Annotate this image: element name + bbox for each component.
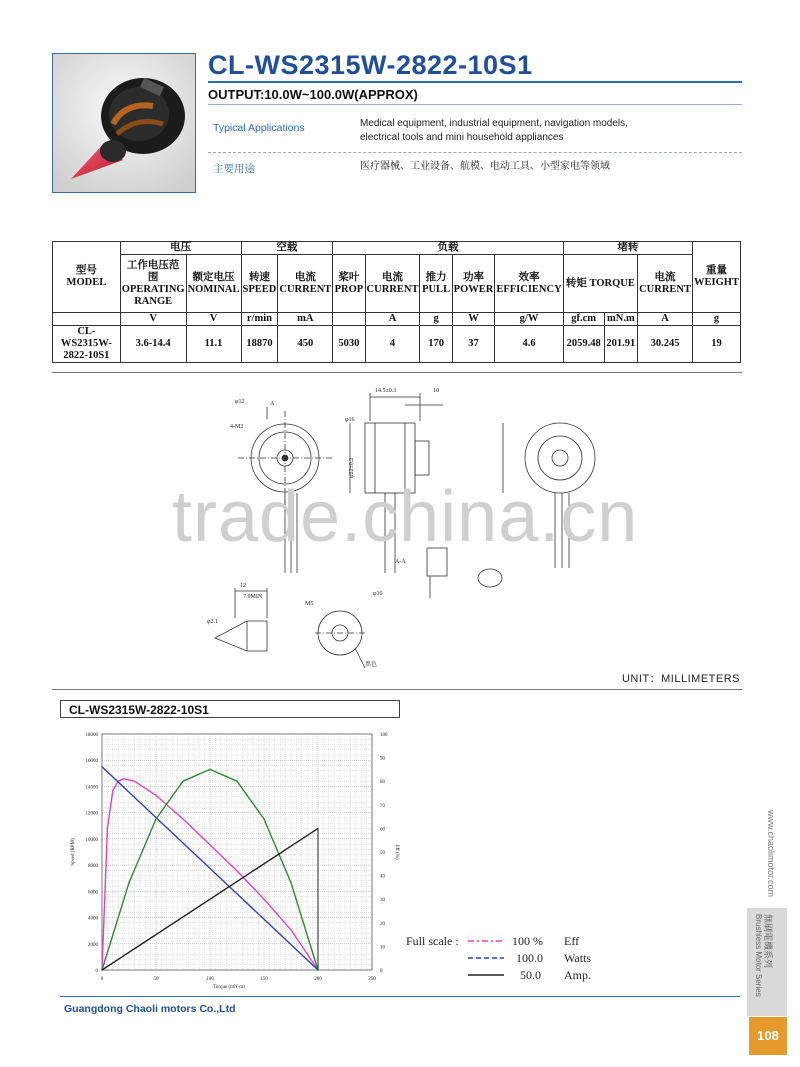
table-cell: 4 xyxy=(365,326,420,363)
section-divider-2 xyxy=(52,689,742,690)
y2-tick-label: 70 xyxy=(380,803,385,809)
series-line-watts-point xyxy=(236,781,237,782)
col-speed: 转速 SPEED xyxy=(241,255,278,313)
unit-blank xyxy=(53,313,121,326)
table-cell: 18870 xyxy=(241,326,278,363)
legend-watts-value: 100.0 xyxy=(516,951,543,965)
col-efficiency: 效率 EFFICIENCY xyxy=(495,255,563,313)
model-cn: 型号 xyxy=(75,265,97,276)
unit-cell: mA xyxy=(278,313,333,326)
x-tick-label: 150 xyxy=(260,977,268,982)
dim-10: 10 xyxy=(433,388,439,394)
series-line-eff-point xyxy=(107,828,108,829)
legend-eff-value: 100 % xyxy=(512,934,543,948)
model-en: MODEL xyxy=(66,277,107,288)
group-load: 负载 xyxy=(333,242,563,255)
watermark: trade.china.cn xyxy=(172,477,639,557)
unit-cell xyxy=(333,313,365,326)
unit-cell: g xyxy=(693,313,741,326)
series-line-watts-point xyxy=(182,781,183,782)
table-cell: CL-WS2315W-2822-10S1 xyxy=(53,326,121,363)
col-pull: 推力 PULL xyxy=(420,255,452,313)
legend-scale-label: Full scale : xyxy=(406,934,459,948)
legend-row-watts xyxy=(466,951,506,967)
unit-label: UNIT：MILLIMETERS xyxy=(621,673,740,685)
unit-cell: W xyxy=(452,313,495,326)
col-current-stall: 电流 CURRENT xyxy=(638,255,693,313)
col-nominal: 额定电压 NOMINAL xyxy=(186,255,241,313)
y-tick-label: 16000 xyxy=(85,759,98,765)
dotted-divider xyxy=(208,152,742,153)
series-line-eff-point xyxy=(290,929,291,930)
series-cn: 無刷電機系列 xyxy=(763,914,773,969)
y2-tick-label: 30 xyxy=(380,898,385,904)
series-line-eff-point xyxy=(182,818,183,819)
x-tick-label: 100 xyxy=(206,977,214,982)
model-header xyxy=(53,242,121,313)
series-line-eff-point xyxy=(263,899,264,900)
x-tick-label: 0 xyxy=(100,977,104,982)
series-line-eff-point xyxy=(123,778,124,779)
y-tick-label: 18000 xyxy=(85,733,98,738)
performance-chart xyxy=(60,724,405,989)
y2-tick-label: 60 xyxy=(380,827,385,833)
table-cell: 5030 xyxy=(333,326,365,363)
y-tick-label: 6000 xyxy=(88,890,98,896)
unit-cell: r/min xyxy=(241,313,278,326)
legend-row-amp xyxy=(466,968,506,984)
applications-text: Medical equipment, industrial equipment, navigation models, electrical tools and mini household appliances xyxy=(360,118,628,143)
chart-title: CL-WS2315W-2822-10S1 xyxy=(60,700,400,718)
motor-photo xyxy=(52,53,196,193)
cn-applications-text: 医疗器械、工业设备、航模、电动工具、小型家电等领域 xyxy=(360,161,610,172)
series-line-speed-point xyxy=(101,766,102,767)
series-line-amp-point xyxy=(101,969,102,970)
series-en: Brushless Motor Series xyxy=(754,914,763,997)
y2-tick-label: 100 xyxy=(380,733,388,738)
legend-watts-name: Watts xyxy=(564,951,592,965)
unit-cell: mN.m xyxy=(604,313,638,326)
table-cell: 201.91 xyxy=(604,326,638,363)
legend-amp-name: Amp. xyxy=(564,968,591,982)
dim-4m2: 4-M2 xyxy=(230,424,244,430)
product-title: CL-WS2315W-2822-10S1 xyxy=(208,50,533,80)
company-name: Guangdong Chaoli motors Co.,Ltd xyxy=(64,1003,236,1015)
series-line-watts-point xyxy=(128,882,129,883)
cn-applications-label: 主要用途 xyxy=(213,163,255,175)
applications-label: Typical Applications xyxy=(213,122,305,134)
y-tick-label: 10000 xyxy=(85,837,98,843)
motor-illustration xyxy=(53,54,195,192)
table-cell: 450 xyxy=(278,326,333,363)
x-tick-label: 50 xyxy=(153,977,159,982)
y2-tick-label: 80 xyxy=(380,780,385,786)
legend-row-eff xyxy=(466,934,506,950)
y-tick-label: 4000 xyxy=(88,916,98,922)
dim-phi16: φ16 xyxy=(345,417,355,423)
unit-cell: V xyxy=(186,313,241,326)
series-line-watts-point xyxy=(155,818,156,819)
unit-cell: A xyxy=(365,313,420,326)
dim-phi22: φ22±0.2 xyxy=(349,457,355,478)
unit-cell: A xyxy=(638,313,693,326)
dim-12: 12 xyxy=(240,583,246,589)
col-torque: 转矩 TORQUE xyxy=(563,255,637,313)
section-divider xyxy=(52,372,742,373)
series-line-watts-point xyxy=(263,818,264,819)
y-tick-label: 14000 xyxy=(85,785,98,791)
y-tick-label: 12000 xyxy=(85,811,98,817)
page-number: 108 xyxy=(749,1017,787,1055)
unit-cell: gf.cm xyxy=(563,313,604,326)
unit-cell: g xyxy=(420,313,452,326)
col-operating: 工作电压范围 OPERATING RANGE xyxy=(120,255,186,313)
y2-tick-label: 20 xyxy=(380,921,385,927)
y-tick-label: 8000 xyxy=(88,864,98,870)
dim-length: 14.5±0.3 xyxy=(375,388,397,394)
series-line-watts-point xyxy=(209,769,210,770)
col-weight: 重量 WEIGHT xyxy=(693,242,741,313)
y2-tick-label: 10 xyxy=(380,945,385,951)
spec-table xyxy=(52,241,741,363)
col-power: 功率 POWER xyxy=(452,255,495,313)
series-line-eff-point xyxy=(112,790,113,791)
dim-79min: 7.9MIN xyxy=(243,594,263,600)
x-tick-label: 200 xyxy=(314,977,322,982)
y-axis-label: Speed (RPM) xyxy=(71,838,76,866)
dim-phi21: φ2.1 xyxy=(207,619,218,625)
table-cell: 11.1 xyxy=(186,326,241,363)
dim-m5: M5 xyxy=(305,601,314,607)
y2-tick-label: 40 xyxy=(380,874,385,880)
footer-rule xyxy=(60,996,740,997)
y2-axis-label: Eff (%) xyxy=(394,844,399,860)
table-cell: 37 xyxy=(452,326,495,363)
y-tick-label: 2000 xyxy=(88,942,98,948)
unit-cell: g/W xyxy=(495,313,563,326)
title-rule xyxy=(208,81,742,83)
side-url xyxy=(764,810,778,910)
table-cell: 3.6-14.4 xyxy=(120,326,186,363)
table-cell: 170 xyxy=(420,326,452,363)
x-axis-label: Torque (mN·m) xyxy=(213,985,245,989)
unit-cell: V xyxy=(120,313,186,326)
series-line-eff-point xyxy=(134,781,135,782)
series-line-eff-point xyxy=(209,844,210,845)
group-voltage: 电压 xyxy=(120,242,241,255)
table-cell: 19 xyxy=(693,326,741,363)
series-line-eff-point xyxy=(155,795,156,796)
col-current-noload: 电流 CURRENT xyxy=(278,255,333,313)
table-cell: 4.6 xyxy=(495,326,563,363)
url-text: www.chaolimotor.com xyxy=(766,810,776,898)
group-noload: 空载 xyxy=(241,242,333,255)
output-range: OUTPUT:10.0W~100.0W(APPROX) xyxy=(208,87,418,102)
col-prop: 桨叶 PROP xyxy=(333,255,365,313)
x-tick-label: 250 xyxy=(368,977,376,982)
y2-tick-label: 90 xyxy=(380,756,385,762)
series-tab xyxy=(747,908,787,1016)
group-stall: 堵转 xyxy=(563,242,692,255)
legend-eff-name: Eff xyxy=(564,934,580,948)
table-cell: 2059.48 xyxy=(563,326,604,363)
y-tick-label: 0 xyxy=(95,969,98,974)
col-current-load: 电流 CURRENT xyxy=(365,255,420,313)
label-black: 黑色 xyxy=(365,662,378,668)
table-cell: 30.245 xyxy=(638,326,693,363)
section-label: A-A xyxy=(395,559,406,565)
dim-phi10: φ10 xyxy=(373,591,383,597)
dim-phi12: φ12 xyxy=(235,399,245,405)
dim-a-top: A xyxy=(270,401,275,407)
legend-amp-value: 50.0 xyxy=(520,968,541,982)
y2-tick-label: 0 xyxy=(380,969,383,974)
output-rule xyxy=(208,104,742,105)
y2-tick-label: 50 xyxy=(380,851,385,856)
series-line-eff-point xyxy=(236,870,237,871)
series-line-watts-point xyxy=(290,882,291,883)
